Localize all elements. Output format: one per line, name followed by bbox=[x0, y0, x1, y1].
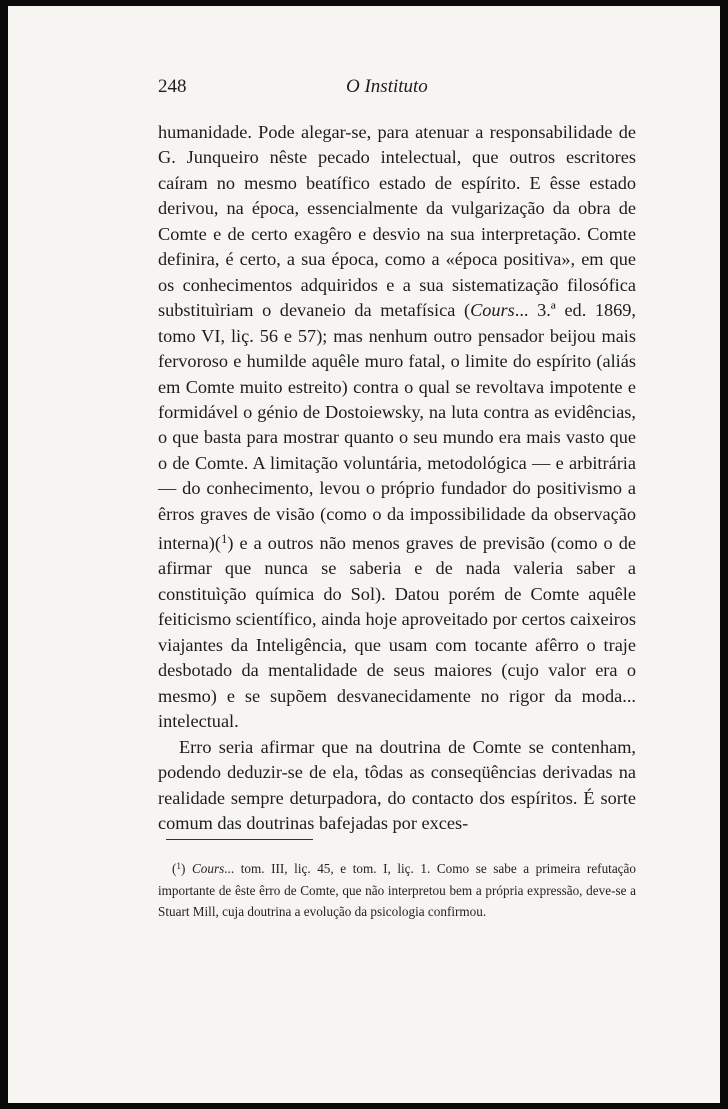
footnote-reference: 1 bbox=[220, 532, 228, 547]
text-segment: humanidade. Pode alegar-se, para atenuar a responsabilidade de G. Junqueiro nêste pecado intelectual, que outros escritores caíram no mesmo beatífico estado de espírito. E êsse estado derivou, na época, essencialmente da vulgarização da obra de Comte e de certo exagêro e desvio na sua interpretação. Comte definira, é certo, a sua época, como a «época positiva», em que os conhecimentos adquiridos e a sua sistematização filosófica substituìriam o devaneio da metafísica ( bbox=[158, 122, 636, 321]
footnote bbox=[158, 856, 636, 923]
cours-title: Cours bbox=[470, 300, 515, 321]
text-segment: ) e a outros não menos graves de previsão (como o de afirmar que nunca se saberia e de nada valeria saber a constituìção química do Sol). Datou porém de Comte aquêle feiticismo scientífico, ainda hoje aproveitado por certos caixeiros viajantes da Inteligência, que usam com tocante afêrro o traje desbotado da mentalidade de seus maiores (cujo valor era o mesmo) e se supõem desvanecidamente no rigor da moda... intelectual. bbox=[158, 533, 636, 732]
book-page bbox=[8, 6, 720, 1103]
paragraph-1 bbox=[158, 120, 636, 735]
body-text bbox=[158, 120, 636, 836]
footnote-text: ... tom. III, liç. 45, e tom. I, liç. 1. Como se sabe a primeira refutação importante de êste êrro de Comte, que não interpretou bem a própria expressão, deve-se a Stuart Mill, cuja doutrina a evolução da psicologia confirmou. bbox=[158, 861, 636, 920]
text-segment: ... 3.ª ed. 1869, tomo VI, liç. 56 e 57); mas nenhum outro pensador beijou mais fervoroso e humilde aquêle muro fatal, o limite do espírito (aliás em Comte muito estreito) contra o qual se revoltava impotente e formidável o génio de Dostoiewsky, na luta contra as evidências, o que basta para mostrar quanto o seu mundo era mais vasto que o de Comte. A limitação voluntária, metodológica — e arbitrária — do conhecimento, levou o próprio fundador do positivismo a êrros graves de visão (como o da impossibilidade da observação interna)( bbox=[158, 300, 637, 553]
paragraph-2 bbox=[158, 735, 636, 837]
footnote-paragraph: ($^1$) Cours... tom. III, liç. 45, e tom. I, liç. 1. Como se sabe a primeira refutação importante de êste êrro de Comte, que não interpretou bem a própria expressão, deve-se a Stuart Mill, cuja doutrina a evolução da psicologia confirmou. bbox=[158, 861, 636, 920]
footnote-divider bbox=[166, 839, 313, 840]
footnote-source-title: Cours bbox=[192, 861, 225, 877]
footnote-marker: 1 bbox=[176, 861, 182, 871]
page-number: 248 bbox=[158, 76, 187, 97]
running-title: O Instituto bbox=[346, 76, 428, 97]
page-header bbox=[158, 76, 636, 106]
text-segment: Erro seria afirmar que na doutrina de Comte se contenham, podendo deduzir-se de ela, tôdas as conseqüências derivadas na realidade sempre deturpadora, do contacto dos espíritos. É sorte comum das doutrinas bafejadas por exces- bbox=[158, 736, 636, 833]
